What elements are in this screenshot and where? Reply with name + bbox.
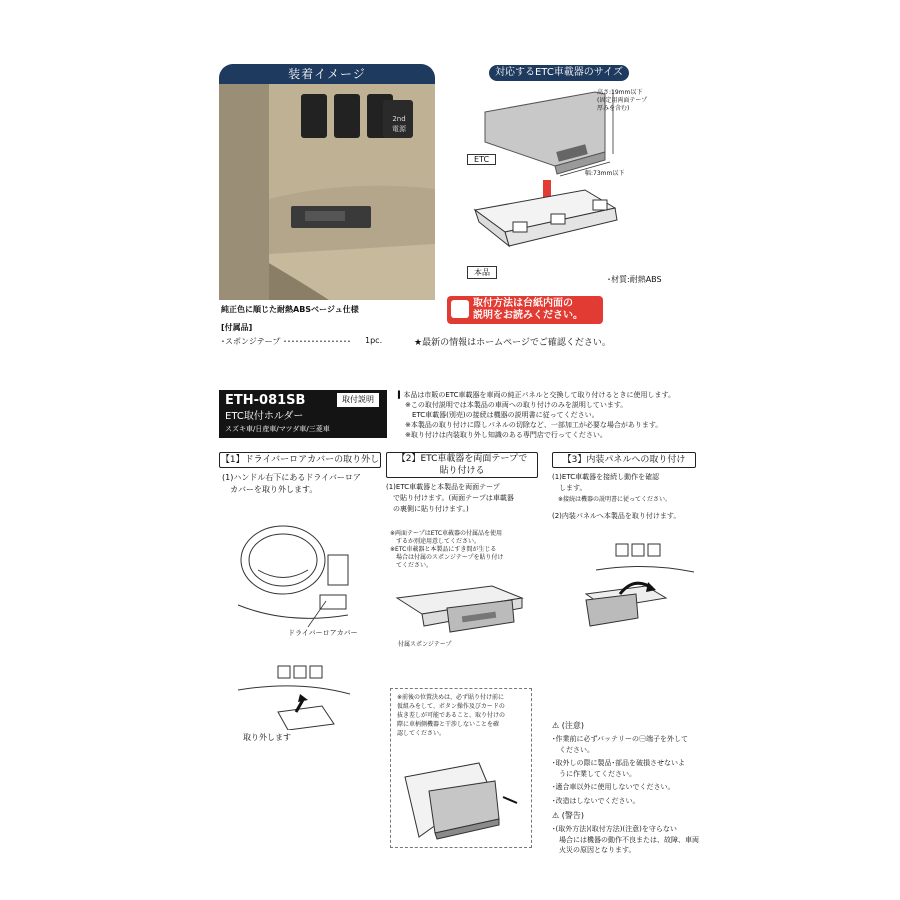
step2-text-line: (1)ETC車載器と本製品を両面テープ — [386, 483, 500, 491]
step2-note-line: 場合は付属のスポンジテープを貼り付け — [390, 554, 504, 561]
step3-title: 【3】内装パネルへの取り付け — [552, 452, 696, 468]
warning-triangle-icon: ⚠ — [552, 811, 560, 820]
etc-holder-drawing — [465, 82, 680, 288]
dim-height-line3: 厚みを含む) — [597, 105, 630, 112]
warning-title — [552, 810, 584, 821]
dim-height-line2: (固定用両面テープ — [597, 97, 648, 104]
warning-item: 火災の原因となります。 — [552, 846, 636, 854]
step1-text-line: カバーを取り外します。 — [222, 485, 318, 494]
header-note: ※この取付説明では本製品の車両への取り付けのみを説明しています。 — [398, 401, 628, 409]
header-note: ETC車載器(別売)の接続は機器の説明書に従ってください。 — [398, 411, 599, 419]
sponge-label: 付属スポンジテープ — [398, 641, 452, 648]
material: ･材質:耐熱ABS — [607, 275, 662, 284]
step3-illustration — [556, 538, 694, 638]
caution-item: ･取外しの際に製品･部品を破損させないよ — [552, 759, 685, 767]
install-photo — [219, 84, 435, 300]
caution-list — [552, 734, 688, 806]
step1-title: 【1】ドライバーロアカバーの取り外し — [219, 452, 381, 468]
etc-size-title: 対応するETC車載器のサイズ — [489, 65, 629, 81]
step2-note-line: するか別途用意してください。 — [390, 538, 481, 545]
step2-title-line: 貼り付ける — [439, 466, 485, 476]
caution-title-text: (注意) — [561, 721, 584, 730]
caution-item: ･作業前に必ずバッテリーの㊀端子を外して — [552, 735, 688, 743]
caution-item: ･改造はしないでください。 — [552, 796, 640, 805]
step3-text-line: (1)ETC車載器を接続し動作を確認 — [552, 473, 660, 481]
box-note-line: 認してください。 — [397, 730, 446, 737]
step1-text-line: (1)ハンドル右下にあるドライバーロア — [222, 473, 361, 482]
step3-text-line: します。 — [552, 484, 587, 492]
caution-item: ･適合車以外に使用しないでください。 — [552, 783, 675, 791]
caption-color: 純正色に順じた耐熱ABSベージュ仕様 — [221, 305, 359, 314]
model-number: ETH-081SB — [225, 393, 306, 408]
box-note-line: 仮組みをして、ボタン操作及びカードの — [397, 703, 505, 710]
label-etc: ETC — [467, 154, 496, 165]
panel-install-drawing — [556, 538, 694, 638]
step1-removal-illustration — [238, 660, 350, 730]
caution-title — [552, 720, 584, 731]
model-header — [219, 390, 387, 438]
manual-tag: 取付説明 — [337, 393, 379, 407]
product-name: ETC取付ホルダー — [225, 411, 304, 422]
box-note-line: ※前後の位置決めは、必ず貼り付け前に — [397, 694, 505, 701]
etc-size-diagram — [465, 82, 680, 288]
step3-text-line: ※接続は機器の説明書に従ってください。 — [552, 496, 672, 503]
label-product: 本品 — [467, 266, 497, 279]
step2-note-line: ※両面テープはETC車載器の付属品を使用 — [390, 530, 503, 537]
header-note: ※取り付けは内装取り外し知識のある専門店で行ってください。 — [398, 431, 607, 439]
dim-height — [597, 89, 647, 113]
lower-cover-drawing — [238, 660, 350, 730]
install-image-title: 装着イメージ — [219, 64, 435, 84]
dim-width: 幅:73mm以下 — [585, 170, 625, 177]
step3-text-line: (2)内装パネルへ本製品を取り付けます。 — [552, 512, 681, 520]
step2-illustration — [392, 578, 527, 638]
step2-note-line: てください。 — [390, 562, 433, 569]
header-note: ▍本品は市販のETC車載器を車両の純正パネルと交換して取り付けるときに使用します。 — [398, 391, 675, 399]
warning-list — [552, 824, 699, 856]
compatible-makers: スズキ車/日産車/マツダ車/三菱車 — [225, 425, 330, 433]
step1-illustration — [228, 515, 358, 645]
box-note-line: 抜き差しが可能であること、取り付けの — [397, 712, 506, 719]
warning-item: ･(取外方法)(取付方法)(注意)を守らない — [552, 825, 677, 833]
box-notes — [397, 693, 505, 738]
install-note-line1: 取付方法は台紙内面の — [473, 298, 573, 309]
caution-item: ください。 — [552, 745, 594, 754]
position-check-drawing — [399, 757, 523, 843]
step2-note-line: ※ETC車載器と本製品にすき間が生じる — [390, 546, 497, 553]
warning-item: 場合には機器の動作不良または、故障、車両 — [552, 835, 699, 844]
warning-title-text: (警告) — [561, 811, 584, 820]
latest-info: ★最新の情報はホームページでご確認ください。 — [414, 338, 611, 348]
install-note-badge — [447, 296, 603, 324]
step2-note-box — [390, 688, 532, 848]
steering-drawing — [228, 515, 358, 645]
box-note-line: 際に車柄側機器と干渉しないことを確 — [397, 721, 500, 728]
step1-remove-label: 取り外します — [243, 733, 291, 742]
accessory-qty: 1pc. — [365, 336, 383, 345]
install-note-line2: 説明をお読みください。 — [473, 310, 583, 321]
step2-text-line: で貼り付けます。(両面テープは車載器 — [386, 494, 514, 502]
book-icon — [451, 300, 469, 318]
header-note: ※本製品の取り付けに際しパネルの切除など、一部加工が必要な場合があります。 — [398, 421, 663, 429]
dim-height-line1: 高さ:19mm以下 — [597, 89, 643, 96]
step1-text — [222, 472, 361, 496]
switch-label: 2nd 電源 — [392, 115, 406, 133]
step2-text — [386, 482, 514, 515]
step3-text — [552, 472, 680, 522]
step1-callout: ドライバーロアカバー — [288, 629, 358, 637]
step2-title — [386, 452, 538, 478]
accessory-item: ･スポンジテープ ･････････････････ — [221, 337, 351, 346]
step2-notes — [390, 530, 504, 570]
tape-attach-drawing — [392, 578, 527, 638]
caution-item: うに作業してください。 — [552, 769, 636, 778]
warning-triangle-icon: ⚠ — [552, 721, 560, 730]
header-notes — [398, 390, 675, 440]
step2-title-line: 【2】ETC車載器を両面テープで — [396, 454, 528, 464]
step2-text-line: の裏側に貼り付けます。) — [386, 505, 469, 513]
accessories-title: [付属品] — [221, 323, 253, 332]
